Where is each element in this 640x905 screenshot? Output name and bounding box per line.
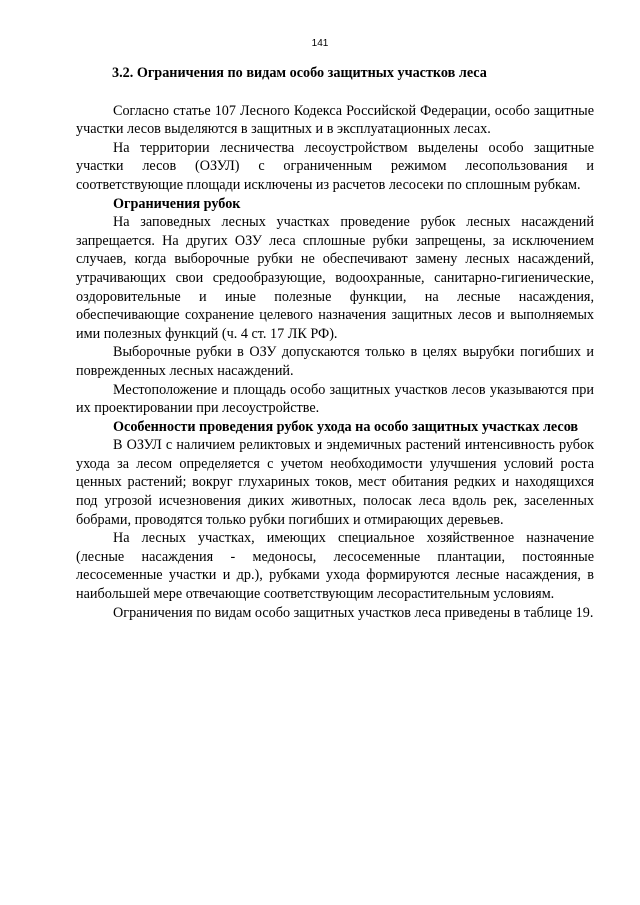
paragraph: Ограничения по видам особо защитных участков леса приведены в таблице 19. [113,604,594,621]
paragraph: Местоположение и площадь особо защитных участков лесов указываются при их проектировании при лесоустройстве. [76,381,594,417]
paragraph: Выборочные рубки в ОЗУ допускаются только в целях вырубки погибших и поврежденных лесных насаждений. [76,344,594,379]
page-number: 141 [311,38,329,49]
subheading-cutting-restrictions: Ограничения рубок [113,195,241,212]
section-title: 3.2. Ограничения по видам особо защитных участков леса [112,65,487,81]
paragraph: На территории лесничества лесоустройством выделены особо защитные участки лесов (ОЗУЛ) с ограниченным режимом лесопользования и соответствующие площади исключены из расчетов лесосеки по сплошным рубкам. [76,139,594,193]
paragraph: Согласно статье 107 Лесного Кодекса Российской Федерации, особо защитные участки лесов выделяются в защитных и в эксплуатационных лесах. [76,102,594,138]
page-content [76,64,594,622]
paragraph: На лесных участках, имеющих специальное хозяйственное назначение (лесные насаждения - медоносы, лесосеменные плантации, постоянные лесосеменные участки и др.), рубками ухода формируются лесные насаждения, в наибольшей мере отвечающие соответствующим лесорастительным условиям. [76,530,594,603]
subheading-thinning-features: Особенности проведения рубок ухода на особо защитных участках лесов [113,418,579,435]
paragraph: На заповедных лесных участках проведение рубок лесных насаждений запрещается. На других ОЗУ леса сплошные рубки запрещены, за исключением случаев, когда выборочные рубки не обеспечивают замену лесных насаждений, утрачивающих свои средообразующие, водоохранные, санитарно-гигиенические, оздоровительные и иные полезные функции, на лесные насаждения, обеспечивающие сохранение целевого назначения защитных лесов и выполняемых ими полезных функций (ч. 4 ст. 17 ЛК РФ). [76,214,594,342]
paragraph: В ОЗУЛ с наличием реликтовых и эндемичных растений интенсивность рубок ухода за лесом определяется с учетом необходимости улучшения условий роста ценных растений; вокруг глухариных токов, мест обитания редких и находящихся под угрозой исчезновения диких животных, полосак леса вдоль рек, заселенных бобрами, проводятся только рубки погибших и отмирающих деревьев. [76,437,594,528]
